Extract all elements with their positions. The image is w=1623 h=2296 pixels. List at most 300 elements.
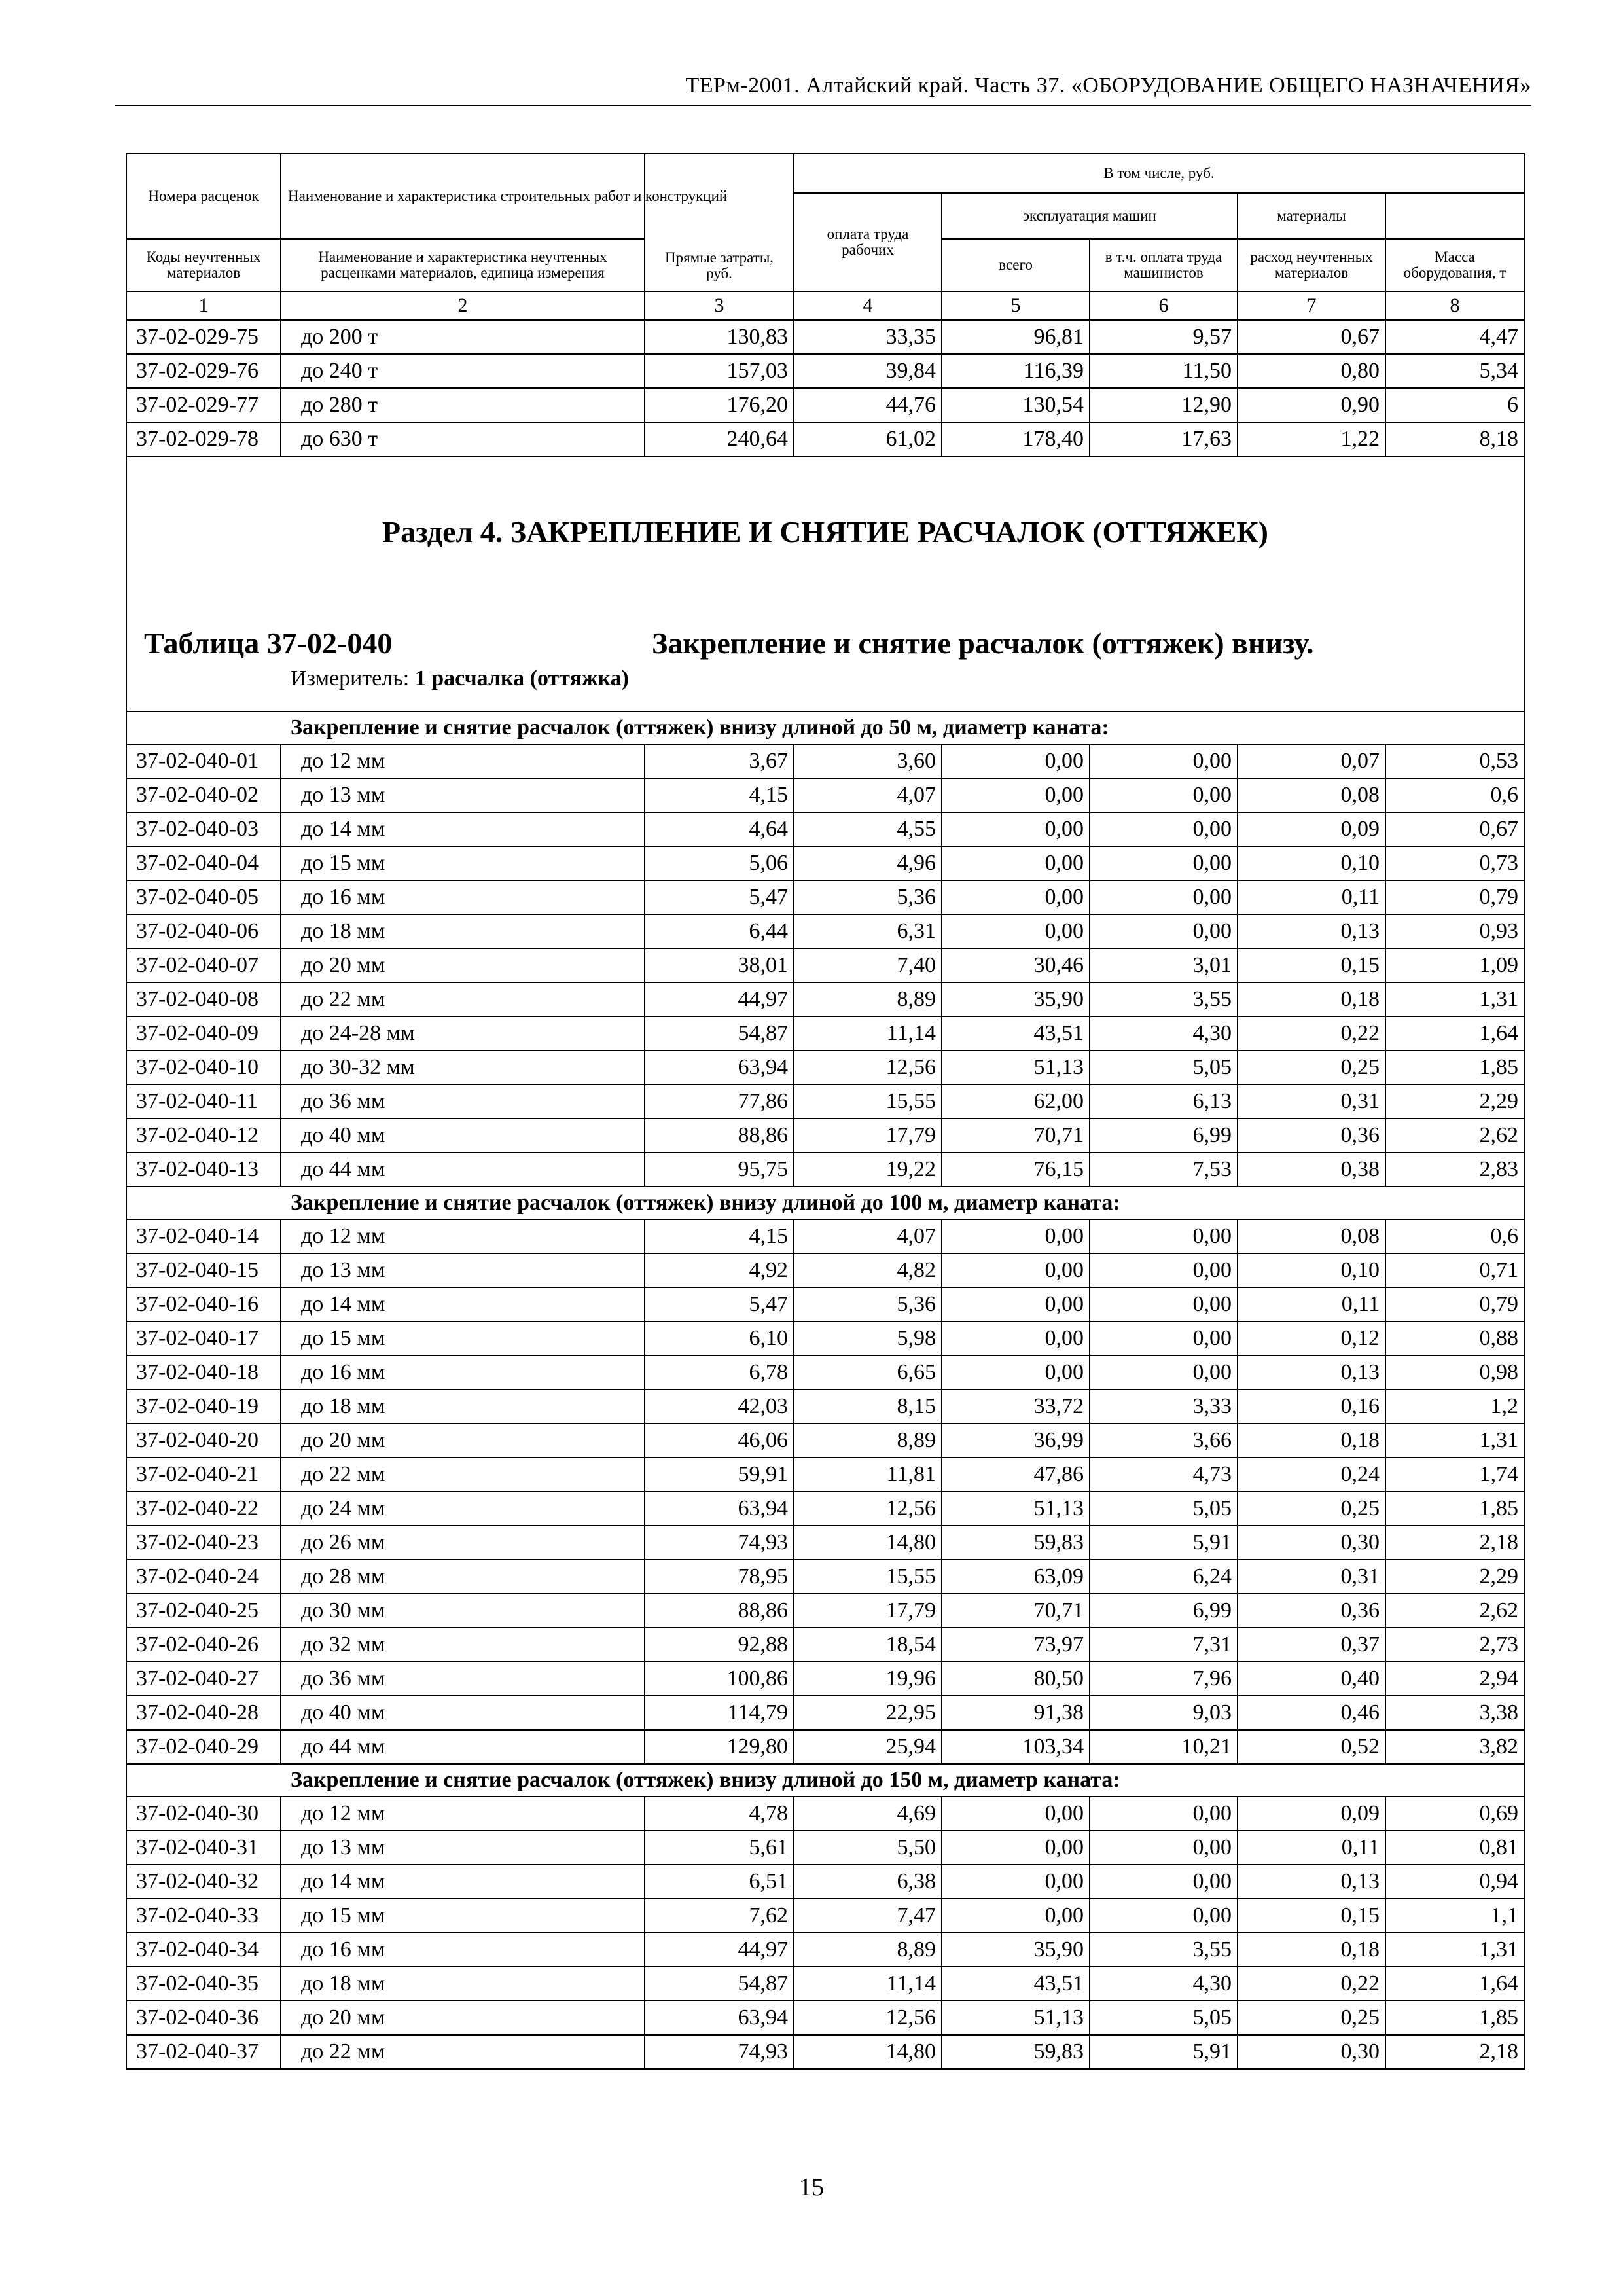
rate-value: 5,36 — [794, 880, 942, 914]
rate-value: 5,34 — [1385, 354, 1524, 388]
rate-name: до 13 мм — [281, 1831, 645, 1865]
rate-value: 0,93 — [1385, 914, 1524, 948]
rate-name: до 18 мм — [281, 914, 645, 948]
column-number: 8 — [1385, 291, 1524, 320]
group-header-row — [126, 1764, 1524, 1797]
rate-value: 0,25 — [1238, 1492, 1385, 1526]
group-title: Закрепление и снятие расчалок (оттяжек) внизу длиной до 150 м, диаметр каната: — [126, 1764, 1524, 1797]
table-row — [126, 1628, 1524, 1662]
table-row — [126, 1253, 1524, 1287]
rate-code: 37-02-040-28 — [126, 1696, 281, 1730]
rate-value: 0,69 — [1385, 1797, 1524, 1831]
rate-value: 0,00 — [942, 812, 1090, 846]
rate-value: 5,61 — [645, 1831, 794, 1865]
section-title: Раздел 4. ЗАКРЕПЛЕНИЕ И СНЯТИЕ РАСЧАЛОК (ОТТЯЖЕК) — [382, 515, 1268, 548]
rate-name: до 12 мм — [281, 744, 645, 778]
table-row — [126, 1219, 1524, 1253]
rate-value: 7,53 — [1090, 1153, 1238, 1187]
rate-code: 37-02-040-08 — [126, 982, 281, 1016]
table-row — [126, 1492, 1524, 1526]
rate-value: 10,21 — [1090, 1730, 1238, 1764]
rate-value: 176,20 — [645, 388, 794, 422]
rate-value: 0,25 — [1238, 2001, 1385, 2035]
rate-value: 15,55 — [794, 1560, 942, 1594]
rate-value: 2,29 — [1385, 1085, 1524, 1119]
header-materials: материалы — [1238, 193, 1385, 239]
rate-value: 0,25 — [1238, 1050, 1385, 1085]
table-row — [126, 914, 1524, 948]
rate-code: 37-02-040-22 — [126, 1492, 281, 1526]
rate-value: 3,01 — [1090, 948, 1238, 982]
rate-name: до 20 мм — [281, 948, 645, 982]
rate-value: 7,96 — [1090, 1662, 1238, 1696]
rate-value: 70,71 — [942, 1594, 1090, 1628]
header-col8-bottom: Масса оборудования, т — [1385, 239, 1524, 291]
rate-value: 0,13 — [1238, 1355, 1385, 1390]
rate-value: 15,55 — [794, 1085, 942, 1119]
rate-value: 30,46 — [942, 948, 1090, 982]
rate-value: 44,76 — [794, 388, 942, 422]
rate-name: до 15 мм — [281, 846, 645, 880]
rate-value: 0,00 — [942, 1287, 1090, 1321]
rate-value: 5,05 — [1090, 1050, 1238, 1085]
rate-value: 12,56 — [794, 2001, 942, 2035]
rate-name: до 20 мм — [281, 2001, 645, 2035]
rate-value: 4,96 — [794, 846, 942, 880]
table-row — [126, 1696, 1524, 1730]
rate-value: 44,97 — [645, 1933, 794, 1967]
rate-value: 0,00 — [942, 1321, 1090, 1355]
rate-value: 33,72 — [942, 1390, 1090, 1424]
rate-value: 0,00 — [1090, 880, 1238, 914]
rate-value: 6,44 — [645, 914, 794, 948]
rate-value: 0,46 — [1238, 1696, 1385, 1730]
table-row — [126, 1594, 1524, 1628]
rate-value: 74,93 — [645, 1526, 794, 1560]
rate-code: 37-02-040-02 — [126, 778, 281, 812]
rate-value: 0,00 — [1090, 1831, 1238, 1865]
rate-value: 8,89 — [794, 1933, 942, 1967]
table-row — [126, 320, 1524, 354]
rate-value: 3,82 — [1385, 1730, 1524, 1764]
rate-name: до 16 мм — [281, 1933, 645, 1967]
rate-value: 2,18 — [1385, 1526, 1524, 1560]
rate-value: 0,22 — [1238, 1967, 1385, 2001]
rate-value: 54,87 — [645, 1016, 794, 1050]
rate-value: 4,92 — [645, 1253, 794, 1287]
rate-value: 70,71 — [942, 1119, 1090, 1153]
rate-code: 37-02-040-31 — [126, 1831, 281, 1865]
rate-value: 19,96 — [794, 1662, 942, 1696]
rate-name: до 630 т — [281, 422, 645, 456]
rate-value: 1,85 — [1385, 1492, 1524, 1526]
rate-code: 37-02-040-15 — [126, 1253, 281, 1287]
rate-name: до 12 мм — [281, 1797, 645, 1831]
rate-value: 7,40 — [794, 948, 942, 982]
header-col7: расход неучтенных материалов — [1238, 239, 1385, 291]
rate-value: 63,94 — [645, 2001, 794, 2035]
table-row — [126, 388, 1524, 422]
table-row — [126, 1458, 1524, 1492]
rate-value: 51,13 — [942, 1492, 1090, 1526]
rate-value: 0,00 — [942, 778, 1090, 812]
rate-value: 0,79 — [1385, 880, 1524, 914]
rate-name: до 22 мм — [281, 2035, 645, 2069]
rate-value: 0,13 — [1238, 914, 1385, 948]
table-row — [126, 778, 1524, 812]
table-row — [126, 1899, 1524, 1933]
rate-value: 6 — [1385, 388, 1524, 422]
rate-value: 5,36 — [794, 1287, 942, 1321]
rate-name: до 28 мм — [281, 1560, 645, 1594]
rate-value: 6,65 — [794, 1355, 942, 1390]
rates-table — [126, 153, 1525, 2070]
rate-value: 74,93 — [645, 2035, 794, 2069]
rate-value: 14,80 — [794, 2035, 942, 2069]
rate-name: до 44 мм — [281, 1730, 645, 1764]
rate-value: 51,13 — [942, 1050, 1090, 1085]
table-row — [126, 1662, 1524, 1696]
rate-value: 0,38 — [1238, 1153, 1385, 1187]
rate-value: 8,89 — [794, 1424, 942, 1458]
rate-value: 0,18 — [1238, 1933, 1385, 1967]
rate-value: 5,05 — [1090, 2001, 1238, 2035]
rate-value: 4,30 — [1090, 1967, 1238, 2001]
rate-value: 0,53 — [1385, 744, 1524, 778]
rate-value: 157,03 — [645, 354, 794, 388]
rate-value: 59,83 — [942, 1526, 1090, 1560]
rate-value: 2,83 — [1385, 1153, 1524, 1187]
rate-value: 25,94 — [794, 1730, 942, 1764]
rate-value: 36,99 — [942, 1424, 1090, 1458]
rate-value: 0,6 — [1385, 778, 1524, 812]
header-col3: Прямые затраты, руб. — [645, 154, 794, 291]
group-title: Закрепление и снятие расчалок (оттяжек) внизу длиной до 50 м, диаметр каната: — [126, 711, 1524, 744]
rate-name: до 40 мм — [281, 1119, 645, 1153]
rate-value: 0,40 — [1238, 1662, 1385, 1696]
rate-name: до 40 мм — [281, 1696, 645, 1730]
rate-value: 51,13 — [942, 2001, 1090, 2035]
rate-value: 8,89 — [794, 982, 942, 1016]
rate-value: 11,50 — [1090, 354, 1238, 388]
rate-value: 0,11 — [1238, 1831, 1385, 1865]
rate-value: 0,00 — [942, 846, 1090, 880]
rate-value: 92,88 — [645, 1628, 794, 1662]
rate-value: 100,86 — [645, 1662, 794, 1696]
rate-value: 59,91 — [645, 1458, 794, 1492]
table-row — [126, 812, 1524, 846]
rate-code: 37-02-040-36 — [126, 2001, 281, 2035]
rate-code: 37-02-040-29 — [126, 1730, 281, 1764]
rate-value: 4,07 — [794, 1219, 942, 1253]
rate-value: 35,90 — [942, 982, 1090, 1016]
rate-value: 11,14 — [794, 1967, 942, 2001]
rate-value: 17,79 — [794, 1594, 942, 1628]
rate-value: 19,22 — [794, 1153, 942, 1187]
rate-value: 0,30 — [1238, 2035, 1385, 2069]
rate-value: 0,31 — [1238, 1560, 1385, 1594]
rate-value: 0,00 — [1090, 1287, 1238, 1321]
rate-value: 0,00 — [1090, 778, 1238, 812]
rate-value: 11,81 — [794, 1458, 942, 1492]
measure-prefix: Измеритель: — [291, 666, 410, 691]
rate-value: 6,78 — [645, 1355, 794, 1390]
table-row — [126, 744, 1524, 778]
rate-code: 37-02-040-34 — [126, 1933, 281, 1967]
table-row — [126, 1526, 1524, 1560]
rate-value: 129,80 — [645, 1730, 794, 1764]
rate-value: 95,75 — [645, 1153, 794, 1187]
rate-code: 37-02-040-14 — [126, 1219, 281, 1253]
rate-value: 3,33 — [1090, 1390, 1238, 1424]
table-row — [126, 1085, 1524, 1119]
rate-code: 37-02-029-75 — [126, 320, 281, 354]
rate-code: 37-02-040-20 — [126, 1424, 281, 1458]
rate-name: до 13 мм — [281, 1253, 645, 1287]
table-row — [126, 948, 1524, 982]
rate-name: до 16 мм — [281, 1355, 645, 1390]
rate-value: 0,22 — [1238, 1016, 1385, 1050]
header-incl: В том числе, руб. — [794, 154, 1524, 193]
rate-value: 0,00 — [1090, 914, 1238, 948]
rate-value: 1,64 — [1385, 1967, 1524, 2001]
rate-code: 37-02-040-05 — [126, 880, 281, 914]
column-number: 3 — [645, 291, 794, 320]
column-number: 4 — [794, 291, 942, 320]
rate-value: 0,00 — [942, 1831, 1090, 1865]
table-row — [126, 1390, 1524, 1424]
rate-name: до 14 мм — [281, 1865, 645, 1899]
table-caption: Закрепление и снятие расчалок (оттяжек) внизу. — [652, 626, 1314, 660]
rate-value: 59,83 — [942, 2035, 1090, 2069]
rate-value: 33,35 — [794, 320, 942, 354]
rate-value: 17,79 — [794, 1119, 942, 1153]
rate-value: 4,82 — [794, 1253, 942, 1287]
rate-value: 3,60 — [794, 744, 942, 778]
rate-value: 240,64 — [645, 422, 794, 456]
rate-value: 6,99 — [1090, 1594, 1238, 1628]
table-row — [126, 982, 1524, 1016]
rate-value: 4,30 — [1090, 1016, 1238, 1050]
column-number: 6 — [1090, 291, 1238, 320]
section-block — [126, 456, 1524, 711]
rate-value: 63,09 — [942, 1560, 1090, 1594]
running-header: ТЕРм-2001. Алтайский край. Часть 37. «ОБОРУДОВАНИЕ ОБЩЕГО НАЗНАЧЕНИЯ» — [685, 73, 1531, 98]
rate-value: 38,01 — [645, 948, 794, 982]
table-row — [126, 1050, 1524, 1085]
table-row — [126, 2035, 1524, 2069]
rate-value: 54,87 — [645, 1967, 794, 2001]
rate-name: до 15 мм — [281, 1321, 645, 1355]
rate-name: до 280 т — [281, 388, 645, 422]
rate-value: 0,30 — [1238, 1526, 1385, 1560]
rate-value: 2,73 — [1385, 1628, 1524, 1662]
column-number: 5 — [942, 291, 1090, 320]
rate-code: 37-02-040-33 — [126, 1899, 281, 1933]
rate-value: 5,05 — [1090, 1492, 1238, 1526]
rate-value: 0,67 — [1238, 320, 1385, 354]
rate-value: 0,94 — [1385, 1865, 1524, 1899]
rate-name: до 20 мм — [281, 1424, 645, 1458]
rate-value: 8,15 — [794, 1390, 942, 1424]
rate-value: 3,38 — [1385, 1696, 1524, 1730]
rate-value: 6,38 — [794, 1865, 942, 1899]
page-number: 15 — [799, 2174, 824, 2201]
table-row — [126, 880, 1524, 914]
rate-value: 63,94 — [645, 1050, 794, 1085]
header-col2-top: Наименование и характеристика строительных работ и конструкций — [281, 154, 645, 239]
column-number: 7 — [1238, 291, 1385, 320]
table-row — [126, 1560, 1524, 1594]
rate-value: 3,66 — [1090, 1424, 1238, 1458]
rate-code: 37-02-040-18 — [126, 1355, 281, 1390]
rate-value: 6,99 — [1090, 1119, 1238, 1153]
rate-value: 14,80 — [794, 1526, 942, 1560]
rate-code: 37-02-040-12 — [126, 1119, 281, 1153]
rate-code: 37-02-040-32 — [126, 1865, 281, 1899]
rate-value: 0,09 — [1238, 812, 1385, 846]
rate-value: 5,91 — [1090, 2035, 1238, 2069]
rate-value: 7,47 — [794, 1899, 942, 1933]
rate-value: 0,00 — [1090, 1219, 1238, 1253]
rate-value: 2,29 — [1385, 1560, 1524, 1594]
table-row — [126, 1321, 1524, 1355]
group-header-row — [126, 711, 1524, 744]
rate-code: 37-02-029-76 — [126, 354, 281, 388]
rate-value: 0,10 — [1238, 1253, 1385, 1287]
rate-value: 7,31 — [1090, 1628, 1238, 1662]
rate-name: до 44 мм — [281, 1153, 645, 1187]
rate-code: 37-02-040-26 — [126, 1628, 281, 1662]
rate-name: до 30-32 мм — [281, 1050, 645, 1085]
rate-value: 35,90 — [942, 1933, 1090, 1967]
header-col6: в т.ч. оплата труда машинистов — [1090, 239, 1238, 291]
rate-value: 0,08 — [1238, 1219, 1385, 1253]
rate-value: 39,84 — [794, 354, 942, 388]
rate-code: 37-02-040-27 — [126, 1662, 281, 1696]
rate-value: 0,11 — [1238, 1287, 1385, 1321]
rate-value: 0,67 — [1385, 812, 1524, 846]
rate-value: 0,11 — [1238, 880, 1385, 914]
rate-value: 0,00 — [1090, 1865, 1238, 1899]
rate-value: 5,91 — [1090, 1526, 1238, 1560]
rate-name: до 36 мм — [281, 1662, 645, 1696]
rate-value: 11,14 — [794, 1016, 942, 1050]
rate-value: 0,98 — [1385, 1355, 1524, 1390]
rate-value: 0,00 — [942, 744, 1090, 778]
rate-value: 4,69 — [794, 1797, 942, 1831]
header-col2-bottom: Наименование и характеристика неучтенных расценками материалов, единица измерения — [281, 239, 645, 291]
table-row — [126, 422, 1524, 456]
rate-value: 1,64 — [1385, 1016, 1524, 1050]
rate-value: 1,31 — [1385, 1933, 1524, 1967]
rate-value: 4,78 — [645, 1797, 794, 1831]
table-row — [126, 354, 1524, 388]
rate-value: 103,34 — [942, 1730, 1090, 1764]
rate-value: 2,62 — [1385, 1594, 1524, 1628]
rate-value: 0,00 — [942, 914, 1090, 948]
table-row — [126, 1355, 1524, 1390]
rate-name: до 200 т — [281, 320, 645, 354]
rate-value: 0,36 — [1238, 1119, 1385, 1153]
rate-value: 76,15 — [942, 1153, 1090, 1187]
column-numbers-row — [126, 291, 1524, 320]
rate-name: до 32 мм — [281, 1628, 645, 1662]
rate-value: 1,31 — [1385, 982, 1524, 1016]
rate-value: 5,47 — [645, 880, 794, 914]
rate-value: 0,00 — [942, 1797, 1090, 1831]
rate-name: до 14 мм — [281, 812, 645, 846]
rate-value: 130,54 — [942, 388, 1090, 422]
rate-value: 1,22 — [1238, 422, 1385, 456]
rate-value: 7,62 — [645, 1899, 794, 1933]
rate-value: 0,00 — [942, 1355, 1090, 1390]
rate-code: 37-02-040-23 — [126, 1526, 281, 1560]
rate-value: 4,64 — [645, 812, 794, 846]
rate-value: 0,07 — [1238, 744, 1385, 778]
rate-value: 0,00 — [942, 1253, 1090, 1287]
table-row — [126, 1287, 1524, 1321]
rate-value: 91,38 — [942, 1696, 1090, 1730]
rate-value: 1,85 — [1385, 1050, 1524, 1085]
rate-code: 37-02-029-77 — [126, 388, 281, 422]
table-row — [126, 1153, 1524, 1187]
rate-value: 77,86 — [645, 1085, 794, 1119]
rate-value: 46,06 — [645, 1424, 794, 1458]
rate-value: 0,00 — [942, 1219, 1090, 1253]
rate-value: 0,00 — [942, 880, 1090, 914]
rate-value: 0,00 — [1090, 1321, 1238, 1355]
table-row — [126, 1424, 1524, 1458]
rate-value: 130,83 — [645, 320, 794, 354]
table-row — [126, 2001, 1524, 2035]
rate-value: 0,31 — [1238, 1085, 1385, 1119]
table-row — [126, 1797, 1524, 1831]
rate-value: 9,03 — [1090, 1696, 1238, 1730]
header-rule — [115, 105, 1531, 106]
rate-value: 80,50 — [942, 1662, 1090, 1696]
rate-name: до 22 мм — [281, 982, 645, 1016]
rate-code: 37-02-040-10 — [126, 1050, 281, 1085]
rate-code: 37-02-040-25 — [126, 1594, 281, 1628]
rate-value: 0,00 — [1090, 812, 1238, 846]
rate-name: до 240 т — [281, 354, 645, 388]
rate-value: 78,95 — [645, 1560, 794, 1594]
rate-value: 6,51 — [645, 1865, 794, 1899]
rate-value: 0,36 — [1238, 1594, 1385, 1628]
rate-value: 42,03 — [645, 1390, 794, 1424]
rate-value: 4,47 — [1385, 320, 1524, 354]
table-row — [126, 1119, 1524, 1153]
rate-value: 0,00 — [1090, 1355, 1238, 1390]
rate-code: 37-02-040-16 — [126, 1287, 281, 1321]
rate-value: 0,00 — [1090, 1253, 1238, 1287]
rate-value: 1,2 — [1385, 1390, 1524, 1424]
column-number: 1 — [126, 291, 281, 320]
rate-value: 5,50 — [794, 1831, 942, 1865]
rate-value: 0,24 — [1238, 1458, 1385, 1492]
rate-value: 0,15 — [1238, 948, 1385, 982]
rate-value: 116,39 — [942, 354, 1090, 388]
rate-value: 1,31 — [1385, 1424, 1524, 1458]
rate-value: 6,13 — [1090, 1085, 1238, 1119]
rate-value: 0,37 — [1238, 1628, 1385, 1662]
rate-value: 5,98 — [794, 1321, 942, 1355]
rate-value: 0,18 — [1238, 1424, 1385, 1458]
rate-value: 0,00 — [1090, 1797, 1238, 1831]
table-row — [126, 1967, 1524, 2001]
rate-name: до 18 мм — [281, 1967, 645, 2001]
